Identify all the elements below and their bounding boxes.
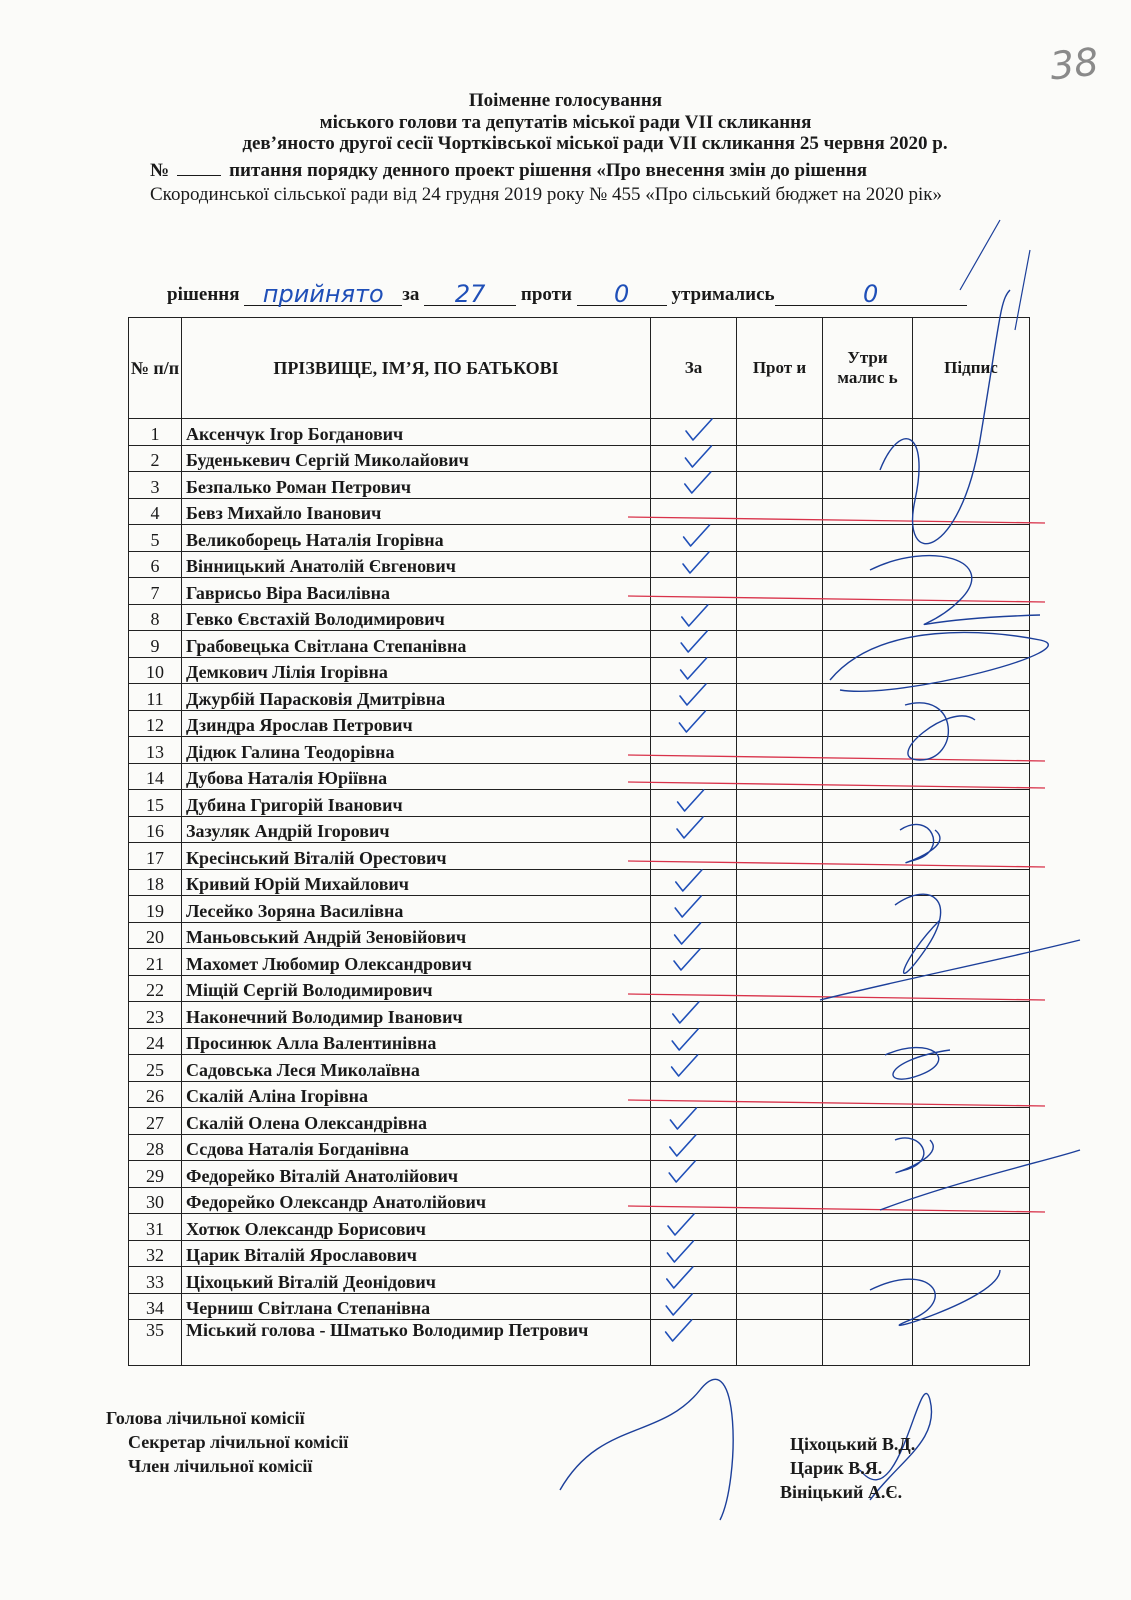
table-row — [129, 869, 1030, 896]
row-signature-cell — [913, 684, 1030, 711]
document-subtitle: міського голови та депутатів міської ради VII скликання — [319, 112, 812, 133]
header-signature: Підпис — [913, 318, 1030, 419]
row-name: Ціхоцький Віталій Деонідович — [182, 1267, 651, 1294]
table-row — [129, 684, 1030, 711]
row-signature-cell — [913, 816, 1030, 843]
row-signature-cell — [913, 1002, 1030, 1029]
row-signature-cell — [913, 790, 1030, 817]
row-abstain-cell — [823, 1028, 913, 1055]
row-number: 2 — [129, 445, 182, 472]
row-signature-cell — [913, 419, 1030, 446]
row-abstain-cell — [823, 896, 913, 923]
row-for-cell — [651, 816, 737, 843]
table-row — [129, 790, 1030, 817]
row-signature-cell — [913, 1267, 1030, 1294]
row-for-cell — [651, 498, 737, 525]
row-name: Хотюк Олександр Борисович — [182, 1214, 651, 1241]
table-row — [129, 922, 1030, 949]
row-name: Гевко Євстахій Володимирович — [182, 604, 651, 631]
row-number: 23 — [129, 1002, 182, 1029]
row-number: 15 — [129, 790, 182, 817]
row-number: 6 — [129, 551, 182, 578]
row-number: 7 — [129, 578, 182, 605]
row-abstain-cell — [823, 1161, 913, 1188]
row-name: Дубова Наталія Юріївна — [182, 763, 651, 790]
row-for-cell — [651, 604, 737, 631]
row-for-cell — [651, 1134, 737, 1161]
table-row — [129, 1267, 1030, 1294]
row-for-cell — [651, 657, 737, 684]
secretary-role: Секретар лічильної комісії — [128, 1432, 349, 1452]
row-name: Аксенчук Ігор Богданович — [182, 419, 651, 446]
row-number: 3 — [129, 472, 182, 499]
row-for-cell — [651, 1267, 737, 1294]
row-against-cell — [737, 737, 823, 764]
row-abstain-cell — [823, 684, 913, 711]
chair-role: Голова лічильної комісії — [106, 1408, 305, 1428]
row-number: 18 — [129, 869, 182, 896]
row-name: Кресінський Віталій Орестович — [182, 843, 651, 870]
decision-value: прийнято — [244, 283, 402, 306]
row-signature-cell — [913, 737, 1030, 764]
row-against-cell — [737, 1187, 823, 1214]
row-number: 1 — [129, 419, 182, 446]
row-signature-cell — [913, 445, 1030, 472]
row-abstain-cell — [823, 657, 913, 684]
row-abstain-cell — [823, 949, 913, 976]
row-name: Бевз Михайло Іванович — [182, 498, 651, 525]
row-name: Просинюк Алла Валентинівна — [182, 1028, 651, 1055]
row-abstain-cell — [823, 525, 913, 552]
abstained-count: 0 — [775, 283, 967, 306]
page-number: 38 — [1047, 39, 1101, 89]
row-signature-cell — [913, 1240, 1030, 1267]
row-abstain-cell — [823, 737, 913, 764]
row-signature-cell — [913, 472, 1030, 499]
row-abstain-cell — [823, 1320, 913, 1366]
row-name: Вінницький Анатолій Євгенович — [182, 551, 651, 578]
row-name: Гаврисьо Віра Василівна — [182, 578, 651, 605]
row-number: 4 — [129, 498, 182, 525]
row-name: Дзиндра Ярослав Петрович — [182, 710, 651, 737]
row-signature-cell — [913, 604, 1030, 631]
row-for-cell — [651, 869, 737, 896]
table-row — [129, 1161, 1030, 1188]
row-signature-cell — [913, 763, 1030, 790]
row-name: Лесейко Зоряна Василівна — [182, 896, 651, 923]
row-signature-cell — [913, 710, 1030, 737]
row-signature-cell — [913, 1187, 1030, 1214]
row-number: 29 — [129, 1161, 182, 1188]
row-number: 32 — [129, 1240, 182, 1267]
row-abstain-cell — [823, 922, 913, 949]
row-name: Черниш Світлана Степанівна — [182, 1293, 651, 1320]
row-name: Кривий Юрій Михайлович — [182, 869, 651, 896]
row-abstain-cell — [823, 604, 913, 631]
row-for-cell — [651, 1055, 737, 1082]
row-against-cell — [737, 684, 823, 711]
row-name: Джурбій Парасковія Дмитрівна — [182, 684, 651, 711]
row-number: 13 — [129, 737, 182, 764]
row-abstain-cell — [823, 445, 913, 472]
row-name: Міщій Сергій Володимирович — [182, 975, 651, 1002]
row-for-cell — [651, 419, 737, 446]
header-abstain: Утри малис ь — [823, 318, 913, 419]
row-name: Ссдова Наталія Богданівна — [182, 1134, 651, 1161]
row-against-cell — [737, 1002, 823, 1029]
table-row — [129, 1240, 1030, 1267]
row-for-cell — [651, 1161, 737, 1188]
row-against-cell — [737, 1240, 823, 1267]
header-against: Прот и — [737, 318, 823, 419]
row-against-cell — [737, 472, 823, 499]
row-for-cell — [651, 790, 737, 817]
row-number: 16 — [129, 816, 182, 843]
for-label: за — [402, 284, 420, 305]
member-name: Вініцький А.Є. — [780, 1482, 903, 1502]
row-for-cell — [651, 578, 737, 605]
row-signature-cell — [913, 525, 1030, 552]
header-for: За — [651, 318, 737, 419]
document-title: Поіменне голосування — [468, 90, 663, 111]
row-abstain-cell — [823, 1267, 913, 1294]
row-signature-cell — [913, 1134, 1030, 1161]
row-against-cell — [737, 763, 823, 790]
header-num: № п/п — [129, 318, 182, 419]
row-for-cell — [651, 922, 737, 949]
row-abstain-cell — [823, 498, 913, 525]
row-signature-cell — [913, 869, 1030, 896]
row-abstain-cell — [823, 1214, 913, 1241]
row-name: Маньовський Андрій Зеновійович — [182, 922, 651, 949]
row-signature-cell — [913, 922, 1030, 949]
row-against-cell — [737, 1214, 823, 1241]
row-signature-cell — [913, 843, 1030, 870]
table-row — [129, 419, 1030, 446]
row-signature-cell — [913, 896, 1030, 923]
row-name: Наконечний Володимир Іванович — [182, 1002, 651, 1029]
row-name: Великоборець Наталія Ігорівна — [182, 525, 651, 552]
row-signature-cell — [913, 1055, 1030, 1082]
row-name: Дубина Григорій Іванович — [182, 790, 651, 817]
row-against-cell — [737, 1134, 823, 1161]
row-signature-cell — [913, 631, 1030, 658]
table-row — [129, 1134, 1030, 1161]
row-against-cell — [737, 631, 823, 658]
row-against-cell — [737, 1293, 823, 1320]
table-row — [129, 1108, 1030, 1135]
row-number: 33 — [129, 1267, 182, 1294]
row-abstain-cell — [823, 631, 913, 658]
row-number: 25 — [129, 1055, 182, 1082]
signature-scribble — [560, 1379, 733, 1520]
row-signature-cell — [913, 1108, 1030, 1135]
row-for-cell — [651, 1214, 737, 1241]
row-for-cell — [651, 631, 737, 658]
decision-label: рішення — [167, 284, 240, 305]
against-count: 0 — [577, 283, 667, 306]
row-name: Скалій Аліна Ігорівна — [182, 1081, 651, 1108]
row-against-cell — [737, 419, 823, 446]
row-for-cell — [651, 1320, 737, 1366]
row-number: 20 — [129, 922, 182, 949]
row-against-cell — [737, 604, 823, 631]
commission-roles — [106, 1406, 348, 1478]
row-signature-cell — [913, 1028, 1030, 1055]
row-abstain-cell — [823, 763, 913, 790]
table-header-row — [129, 318, 1030, 419]
chair-name: Ціхоцький В.Д. — [790, 1434, 916, 1454]
abstained-label: утримались — [671, 284, 775, 305]
row-against-cell — [737, 1320, 823, 1366]
row-number: 14 — [129, 763, 182, 790]
row-against-cell — [737, 710, 823, 737]
row-number: 9 — [129, 631, 182, 658]
row-abstain-cell — [823, 1240, 913, 1267]
row-for-cell — [651, 896, 737, 923]
row-for-cell — [651, 1108, 737, 1135]
row-signature-cell — [913, 1081, 1030, 1108]
row-against-cell — [737, 551, 823, 578]
table-row — [129, 949, 1030, 976]
table-row — [129, 1081, 1030, 1108]
secretary-name: Царик В.Я. — [790, 1458, 883, 1478]
row-for-cell — [651, 445, 737, 472]
row-signature-cell — [913, 657, 1030, 684]
table-row — [129, 737, 1030, 764]
session-line: дев’яносто другої сесії Чортківської міської ради VII скликання 25 червня 2020 р. — [242, 133, 948, 154]
table-row — [129, 975, 1030, 1002]
table-row — [129, 472, 1030, 499]
row-name: Федорейко Віталій Анатолійович — [182, 1161, 651, 1188]
row-abstain-cell — [823, 1108, 913, 1135]
row-against-cell — [737, 578, 823, 605]
row-against-cell — [737, 1267, 823, 1294]
row-abstain-cell — [823, 1187, 913, 1214]
signature-scribble — [960, 220, 1030, 330]
agenda-paragraph: Скородинської сільської ради від 24 грудня 2019 року № 455 «Про сільський бюджет на 2020 рік» — [150, 184, 943, 205]
row-number: 5 — [129, 525, 182, 552]
table-row — [129, 816, 1030, 843]
row-abstain-cell — [823, 843, 913, 870]
row-abstain-cell — [823, 551, 913, 578]
row-against-cell — [737, 843, 823, 870]
row-signature-cell — [913, 1293, 1030, 1320]
row-abstain-cell — [823, 419, 913, 446]
row-abstain-cell — [823, 1002, 913, 1029]
agenda-line — [150, 160, 1030, 182]
row-against-cell — [737, 525, 823, 552]
header-name: ПРІЗВИЩЕ, ІМ’Я, ПО БАТЬКОВІ — [182, 318, 651, 419]
row-name: Дідюк Галина Теодорівна — [182, 737, 651, 764]
row-for-cell — [651, 975, 737, 1002]
row-abstain-cell — [823, 1293, 913, 1320]
table-row — [129, 843, 1030, 870]
for-count: 27 — [424, 283, 516, 306]
row-number: 28 — [129, 1134, 182, 1161]
row-number: 17 — [129, 843, 182, 870]
against-label: проти — [520, 284, 572, 305]
table-row — [129, 578, 1030, 605]
row-against-cell — [737, 1055, 823, 1082]
row-for-cell — [651, 551, 737, 578]
row-against-cell — [737, 1081, 823, 1108]
row-name: Міський голова - Шматько Володимир Петрович — [182, 1320, 651, 1366]
row-number: 26 — [129, 1081, 182, 1108]
row-against-cell — [737, 1108, 823, 1135]
table-row — [129, 763, 1030, 790]
table-row — [129, 1293, 1030, 1320]
voting-table — [128, 317, 1030, 1366]
row-number: 22 — [129, 975, 182, 1002]
row-number: 27 — [129, 1108, 182, 1135]
row-name: Федорейко Олександр Анатолійович — [182, 1187, 651, 1214]
row-for-cell — [651, 1187, 737, 1214]
row-signature-cell — [913, 578, 1030, 605]
row-signature-cell — [913, 498, 1030, 525]
row-for-cell — [651, 843, 737, 870]
row-against-cell — [737, 816, 823, 843]
table-row — [129, 551, 1030, 578]
row-abstain-cell — [823, 816, 913, 843]
row-number: 31 — [129, 1214, 182, 1241]
row-number: 8 — [129, 604, 182, 631]
table-row — [129, 631, 1030, 658]
row-against-cell — [737, 498, 823, 525]
row-against-cell — [737, 1161, 823, 1188]
row-number: 30 — [129, 1187, 182, 1214]
table-row — [129, 1214, 1030, 1241]
row-abstain-cell — [823, 975, 913, 1002]
table-row — [129, 896, 1030, 923]
row-signature-cell — [913, 949, 1030, 976]
row-abstain-cell — [823, 710, 913, 737]
row-against-cell — [737, 975, 823, 1002]
row-against-cell — [737, 949, 823, 976]
row-signature-cell — [913, 1214, 1030, 1241]
row-abstain-cell — [823, 1055, 913, 1082]
row-for-cell — [651, 710, 737, 737]
row-signature-cell — [913, 551, 1030, 578]
row-for-cell — [651, 1002, 737, 1029]
row-abstain-cell — [823, 869, 913, 896]
row-name: Безпалько Роман Петрович — [182, 472, 651, 499]
decision-line — [167, 280, 1047, 308]
row-name: Садовська Леся Миколаївна — [182, 1055, 651, 1082]
member-role: Член лічильної комісії — [128, 1456, 313, 1476]
row-name: Зазуляк Андрій Ігорович — [182, 816, 651, 843]
table-row — [129, 710, 1030, 737]
row-number: 19 — [129, 896, 182, 923]
row-abstain-cell — [823, 1134, 913, 1161]
row-for-cell — [651, 737, 737, 764]
row-for-cell — [651, 525, 737, 552]
table-row — [129, 1187, 1030, 1214]
table-row — [129, 1002, 1030, 1029]
row-abstain-cell — [823, 790, 913, 817]
row-against-cell — [737, 657, 823, 684]
row-against-cell — [737, 922, 823, 949]
row-name: Царик Віталій Ярославович — [182, 1240, 651, 1267]
row-number: 24 — [129, 1028, 182, 1055]
row-for-cell — [651, 472, 737, 499]
row-abstain-cell — [823, 1081, 913, 1108]
table-row — [129, 1055, 1030, 1082]
agenda-text: питання порядку денного проект рішення «Про внесення змін до рішення — [229, 160, 868, 181]
table-row — [129, 445, 1030, 472]
row-against-cell — [737, 869, 823, 896]
row-for-cell — [651, 763, 737, 790]
row-number: 10 — [129, 657, 182, 684]
row-against-cell — [737, 445, 823, 472]
row-for-cell — [651, 949, 737, 976]
table-row — [129, 498, 1030, 525]
table-row — [129, 657, 1030, 684]
table-row — [129, 525, 1030, 552]
row-name: Махомет Любомир Олександрович — [182, 949, 651, 976]
row-for-cell — [651, 1240, 737, 1267]
table-row — [129, 1320, 1030, 1366]
row-abstain-cell — [823, 472, 913, 499]
row-against-cell — [737, 896, 823, 923]
row-abstain-cell — [823, 578, 913, 605]
row-signature-cell — [913, 1161, 1030, 1188]
commission-names — [780, 1432, 916, 1504]
table-row — [129, 604, 1030, 631]
agenda-number-label: № — [150, 160, 170, 181]
row-for-cell — [651, 1028, 737, 1055]
row-number: 12 — [129, 710, 182, 737]
row-against-cell — [737, 790, 823, 817]
row-number: 35 — [129, 1320, 182, 1366]
row-number: 34 — [129, 1293, 182, 1320]
row-name: Буденькевич Сергій Миколайович — [182, 445, 651, 472]
row-number: 21 — [129, 949, 182, 976]
row-for-cell — [651, 1081, 737, 1108]
row-for-cell — [651, 1293, 737, 1320]
row-signature-cell — [913, 975, 1030, 1002]
row-name: Грабовецька Світлана Степанівна — [182, 631, 651, 658]
row-for-cell — [651, 684, 737, 711]
row-signature-cell — [913, 1320, 1030, 1366]
table-row — [129, 1028, 1030, 1055]
row-name: Скалій Олена Олександрівна — [182, 1108, 651, 1135]
agenda-number-blank — [177, 175, 221, 176]
row-against-cell — [737, 1028, 823, 1055]
row-number: 11 — [129, 684, 182, 711]
row-name: Демкович Лілія Ігорівна — [182, 657, 651, 684]
